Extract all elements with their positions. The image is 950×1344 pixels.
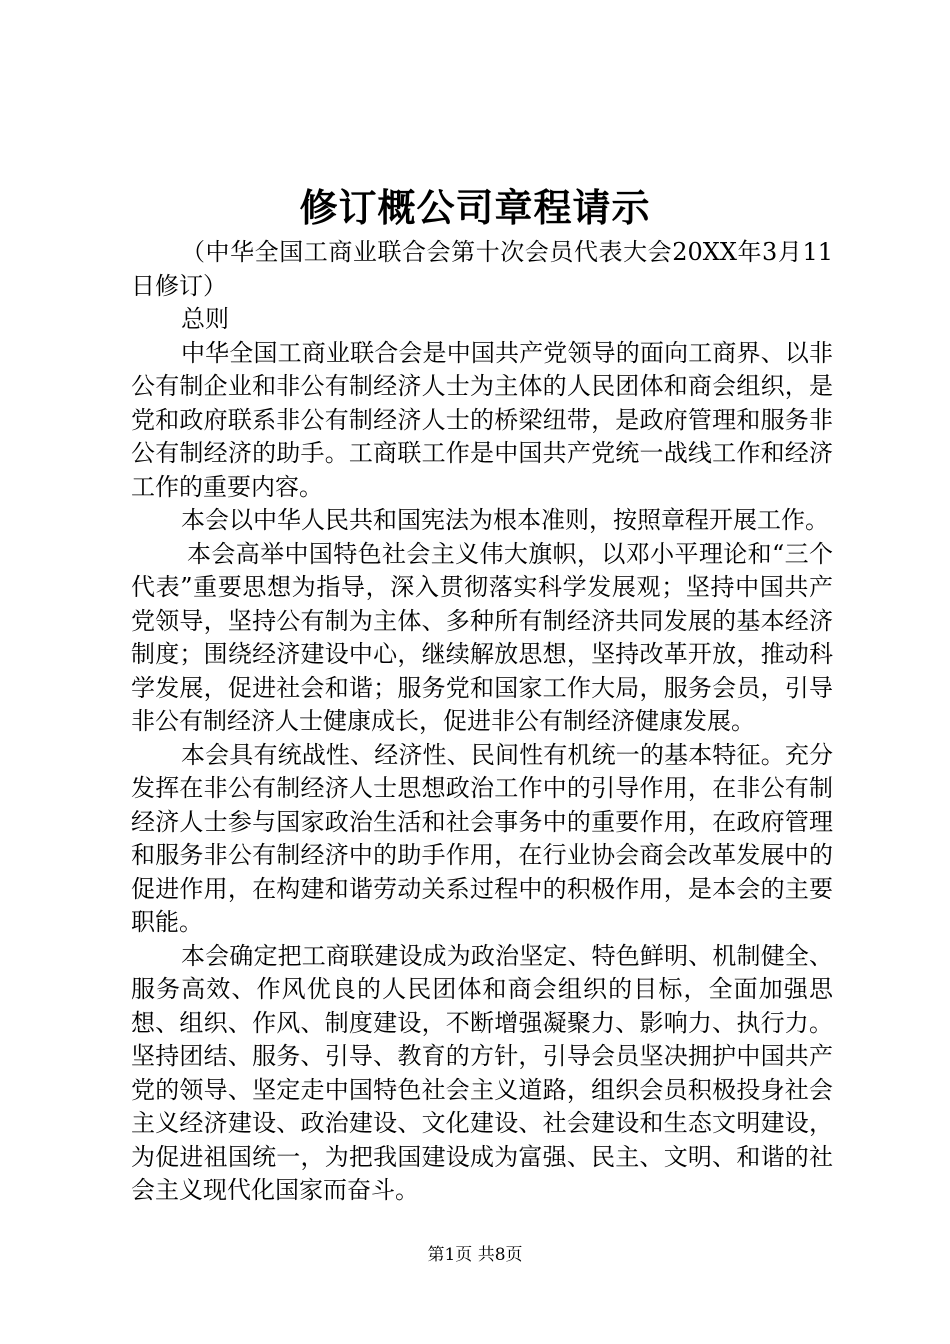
revision-note: （中华全国工商业联合会第十次会员代表大会20XX年3月11日修订） xyxy=(131,238,833,300)
document-body xyxy=(131,236,833,1208)
document-title: 修订概公司章程请示 xyxy=(299,185,651,230)
body-paragraph: 本会确定把工商联建设成为政治坚定、特色鲜明、机制健全、服务高效、作风优良的人民团体和商会组织的目标，全面加强思想、组织、作风、制度建设，不断增强凝聚力、影响力、执行力。坚持团结、服务、引导、教育的方针，引导会员坚决拥护中国共产党的领导、坚定走中国特色社会主义道路，组织会员积极投身社会主义经济建设、政治建设、文化建设、社会建设和生态文明建设，为促进祖国统一，为把我国建设成为富强、民主、文明、和谐的社会主义现代化国家而奋斗。 xyxy=(131,941,833,1204)
body-paragraph: 本会高举中国特色社会主义伟大旗帜，以邓小平理论和“三个代表”重要思想为指导，深入贯彻落实科学发展观；坚持中国共产党领导，坚持公有制为主体、多种所有制经济共同发展的基本经济制度；围绕经济建设中心，继续解放思想，坚持改革开放，推动科学发展，促进社会和谐；服务党和国家工作大局，服务会员，引导非公有制经济人士健康成长，促进非公有制经济健康发展。 xyxy=(131,539,833,735)
body-paragraph: 本会以中华人民共和国宪法为根本准则，按照章程开展工作。 xyxy=(181,506,829,534)
body-paragraph: 本会具有统战性、经济性、民间性有机统一的基本特征。充分发挥在非公有制经济人士思想政治工作中的引导作用，在非公有制经济人士参与国家政治生活和社会事务中的重要作用，在政府管理和服务非公有制经济中的助手作用，在行业协会商会改革发展中的促进作用，在构建和谐劳动关系过程中的积极作用，是本会的主要职能。 xyxy=(131,740,833,936)
section-heading: 总则 xyxy=(181,305,229,333)
body-paragraph: 中华全国工商业联合会是中国共产党领导的面向工商界、以非公有制企业和非公有制经济人士为主体的人民团体和商会组织，是党和政府联系非公有制经济人士的桥梁纽带，是政府管理和服务非公有制经济的助手。工商联工作是中国共产党统一战线工作和经济工作的重要内容。 xyxy=(131,338,833,501)
page-number-footer: 第1页 共8页 xyxy=(427,1245,523,1265)
